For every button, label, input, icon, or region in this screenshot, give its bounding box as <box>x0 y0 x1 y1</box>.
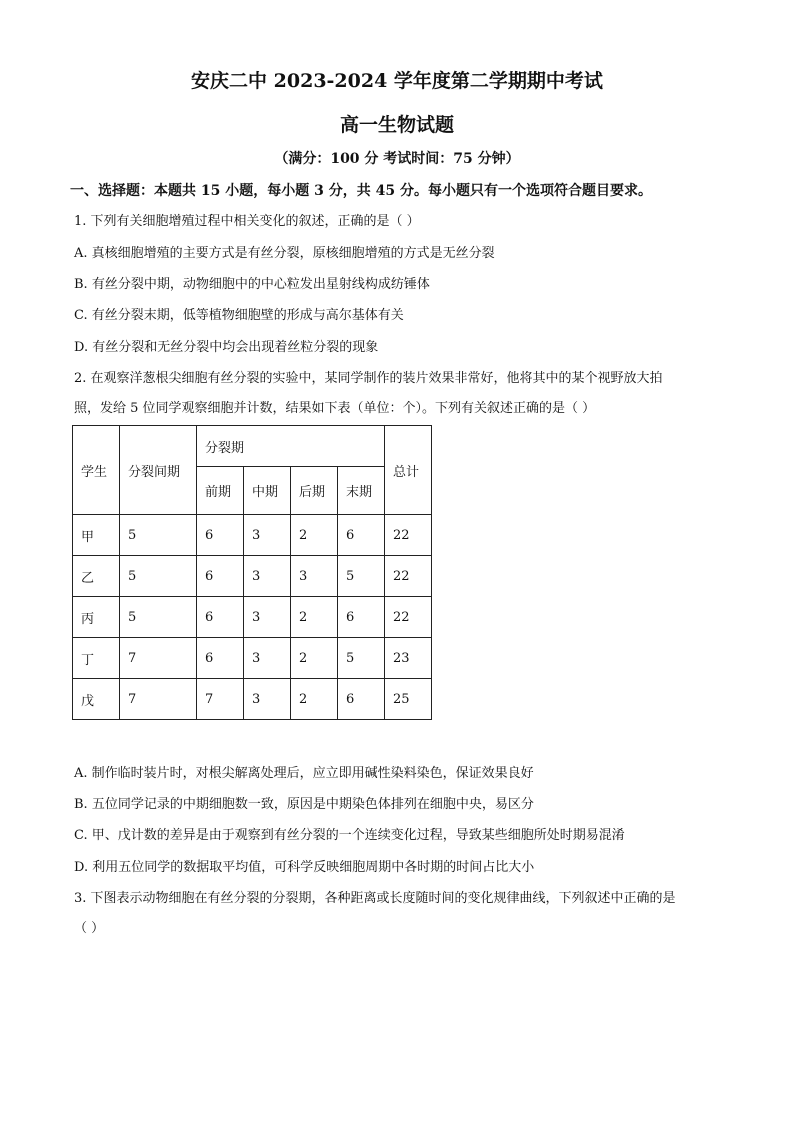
q1-option-c: C. 有丝分裂末期，低等植物细胞壁的形成与高尔基体有关 <box>74 308 404 323</box>
header-mitosis: 分裂期 <box>197 426 385 467</box>
cell-value: 3 <box>244 556 291 597</box>
cell-value: 7 <box>120 679 197 720</box>
section-heading: 一、选择题：本题共 15 小题，每小题 3 分，共 45 分。每小题只有一个选项符合题目要求。 <box>70 183 652 199</box>
table-row <box>73 515 432 556</box>
cell-value: 3 <box>244 515 291 556</box>
cell-value: 6 <box>197 556 244 597</box>
cell-value: 6 <box>197 638 244 679</box>
table-row <box>73 638 432 679</box>
cell-value: 6 <box>197 515 244 556</box>
cell-value: 6 <box>338 597 385 638</box>
cell-total: 22 <box>385 597 432 638</box>
cell-value: 3 <box>244 679 291 720</box>
header-anaphase: 后期 <box>291 467 338 515</box>
cell-count-table <box>72 425 432 720</box>
cell-value: 7 <box>120 638 197 679</box>
table-row <box>73 679 432 720</box>
table-row <box>73 597 432 638</box>
q1-option-a: A. 真核细胞增殖的主要方式是有丝分裂，原核细胞增殖的方式是无丝分裂 <box>74 246 495 261</box>
q3-stem-line2: （ ） <box>74 921 105 936</box>
cell-value: 5 <box>338 638 385 679</box>
cell-value: 7 <box>197 679 244 720</box>
q2-option-b: B. 五位同学记录的中期细胞数一致，原因是中期染色体排列在细胞中央，易区分 <box>74 797 534 812</box>
cell-value: 2 <box>291 679 338 720</box>
cell-value: 2 <box>291 515 338 556</box>
table-header-row <box>73 426 432 467</box>
cell-student: 丙 <box>73 597 120 638</box>
q2-stem-line2: 照，发给 5 位同学观察细胞并计数，结果如下表（单位：个）。下列有关叙述正确的是（ ） <box>74 401 596 416</box>
cell-value: 5 <box>120 515 197 556</box>
header-telophase: 末期 <box>338 467 385 515</box>
cell-value: 5 <box>120 597 197 638</box>
cell-student: 甲 <box>73 515 120 556</box>
table-row <box>73 556 432 597</box>
header-total: 总计 <box>385 426 432 515</box>
cell-value: 2 <box>291 638 338 679</box>
q1-option-d: D. 有丝分裂和无丝分裂中均会出现着丝粒分裂的现象 <box>74 340 379 355</box>
exam-meta: （满分：100 分 考试时间：75 分钟） <box>274 151 520 167</box>
cell-value: 5 <box>338 556 385 597</box>
cell-value: 3 <box>244 597 291 638</box>
q2-option-c: C. 甲、戊计数的差异是由于观察到有丝分裂的一个连续变化过程，导致某些细胞所处时期易混淆 <box>74 828 625 843</box>
header-metaphase: 中期 <box>244 467 291 515</box>
cell-total: 23 <box>385 638 432 679</box>
cell-student: 戊 <box>73 679 120 720</box>
header-student: 学生 <box>73 426 120 515</box>
cell-student: 乙 <box>73 556 120 597</box>
cell-student: 丁 <box>73 638 120 679</box>
cell-total: 22 <box>385 556 432 597</box>
cell-value: 6 <box>338 515 385 556</box>
header-interphase: 分裂间期 <box>120 426 197 515</box>
cell-value: 2 <box>291 597 338 638</box>
exam-subtitle: 高一生物试题 <box>339 114 454 136</box>
cell-value: 3 <box>244 638 291 679</box>
header-prophase: 前期 <box>197 467 244 515</box>
q3-stem-line1: 3. 下图表示动物细胞在有丝分裂的分裂期，各种距离或长度随时间的变化规律曲线，下列叙述中正确的是 <box>74 891 676 906</box>
q2-option-a: A. 制作临时装片时，对根尖解离处理后，应立即用碱性染料染色，保证效果良好 <box>74 766 534 781</box>
cell-value: 6 <box>338 679 385 720</box>
q2-stem-line1: 2. 在观察洋葱根尖细胞有丝分裂的实验中，某同学制作的装片效果非常好，他将其中的某个视野放大拍 <box>74 371 663 386</box>
cell-value: 6 <box>197 597 244 638</box>
q2-option-d: D. 利用五位同学的数据取平均值，可科学反映细胞周期中各时期的时间占比大小 <box>74 860 535 875</box>
cell-total: 25 <box>385 679 432 720</box>
exam-title: 安庆二中 2023-2024 学年度第二学期期中考试 <box>191 70 603 92</box>
q1-stem: 1. 下列有关细胞增殖过程中相关变化的叙述，正确的是（ ） <box>74 214 420 229</box>
cell-value: 3 <box>291 556 338 597</box>
q1-option-b: B. 有丝分裂中期，动物细胞中的中心粒发出星射线构成纺锤体 <box>74 277 430 292</box>
cell-total: 22 <box>385 515 432 556</box>
cell-value: 5 <box>120 556 197 597</box>
